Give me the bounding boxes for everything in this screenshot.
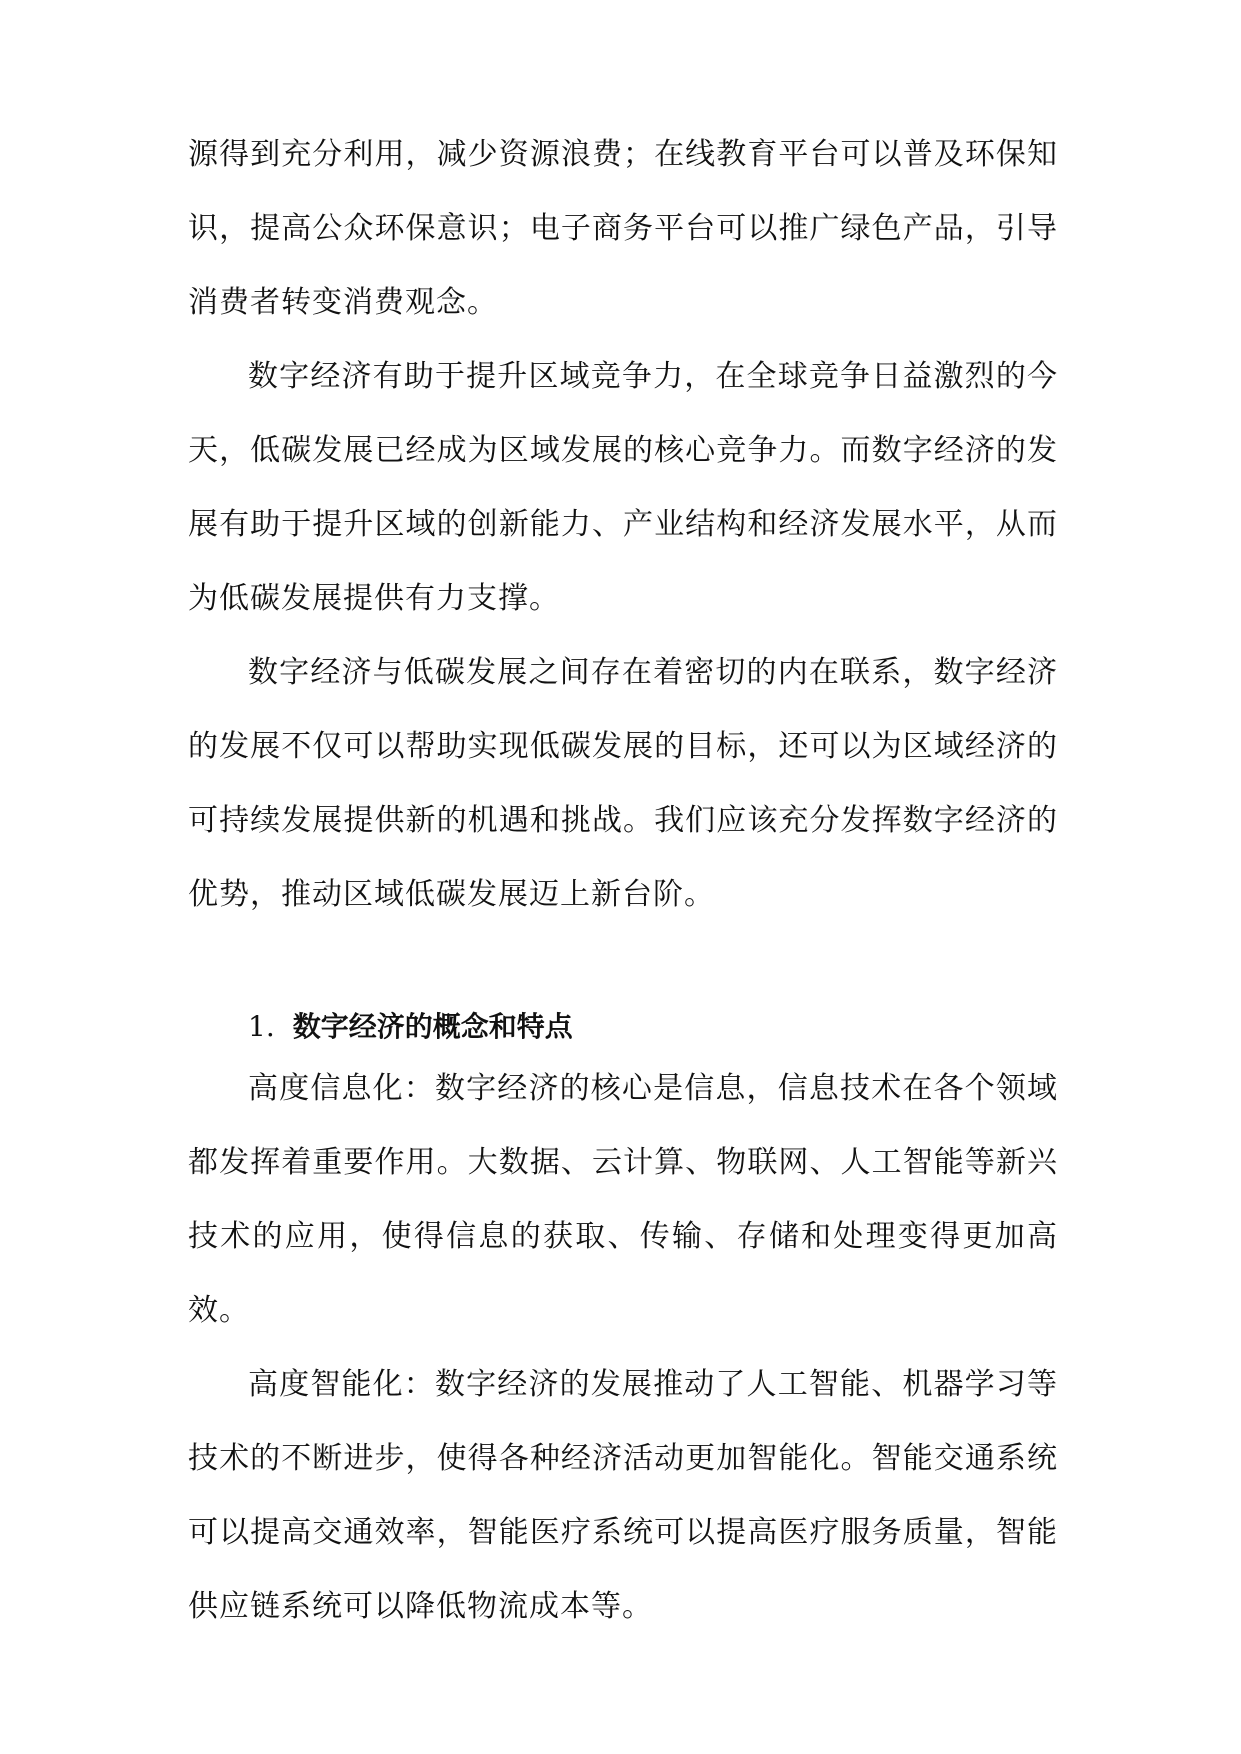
paragraph-intrinsic-link: 数字经济与低碳发展之间存在着密切的内在联系，数字经济的发展不仅可以帮助实现低碳发展的目标，还可以为区域经济的可持续发展提供新的机遇和挑战。我们应该充分发挥数字经济的优势，推动区域低碳发展迈上新台阶。 <box>188 655 1058 912</box>
body-text-bottom-content <box>188 1052 1058 1644</box>
paragraph-intelligentization: 高度智能化：数字经济的发展推动了人工智能、机器学习等技术的不断进步，使得各种经济活动更加智能化。智能交通系统可以提高交通效率，智能医疗系统可以提高医疗服务质量，智能供应链系统可以降低物流成本等。 <box>188 1367 1058 1624</box>
paragraph-informatization: 高度信息化：数字经济的核心是信息，信息技术在各个领域都发挥着重要作用。大数据、云计算、物联网、人工智能等新兴技术的应用，使得信息的获取、传输、存储和处理变得更加高效。 <box>188 1071 1058 1328</box>
paragraph-regional-competitiveness: 数字经济有助于提升区域竞争力，在全球竞争日益激烈的今天，低碳发展已经成为区域发展的核心竞争力。而数字经济的发展有助于提升区域的创新能力、产业结构和经济发展水平，从而为低碳发展提供有力支撑。 <box>188 359 1058 616</box>
section-title: 数字经济的概念和特点 <box>292 1010 573 1043</box>
paragraph-continuation: 源得到充分利用，减少资源浪费；在线教育平台可以普及环保知识，提高公众环保意识；电子商务平台可以推广绿色产品，引导消费者转变消费观念。 <box>188 137 1058 320</box>
body-text-top <box>188 118 1058 932</box>
section-heading <box>248 1005 573 1049</box>
section-number: 1. <box>248 1010 275 1043</box>
